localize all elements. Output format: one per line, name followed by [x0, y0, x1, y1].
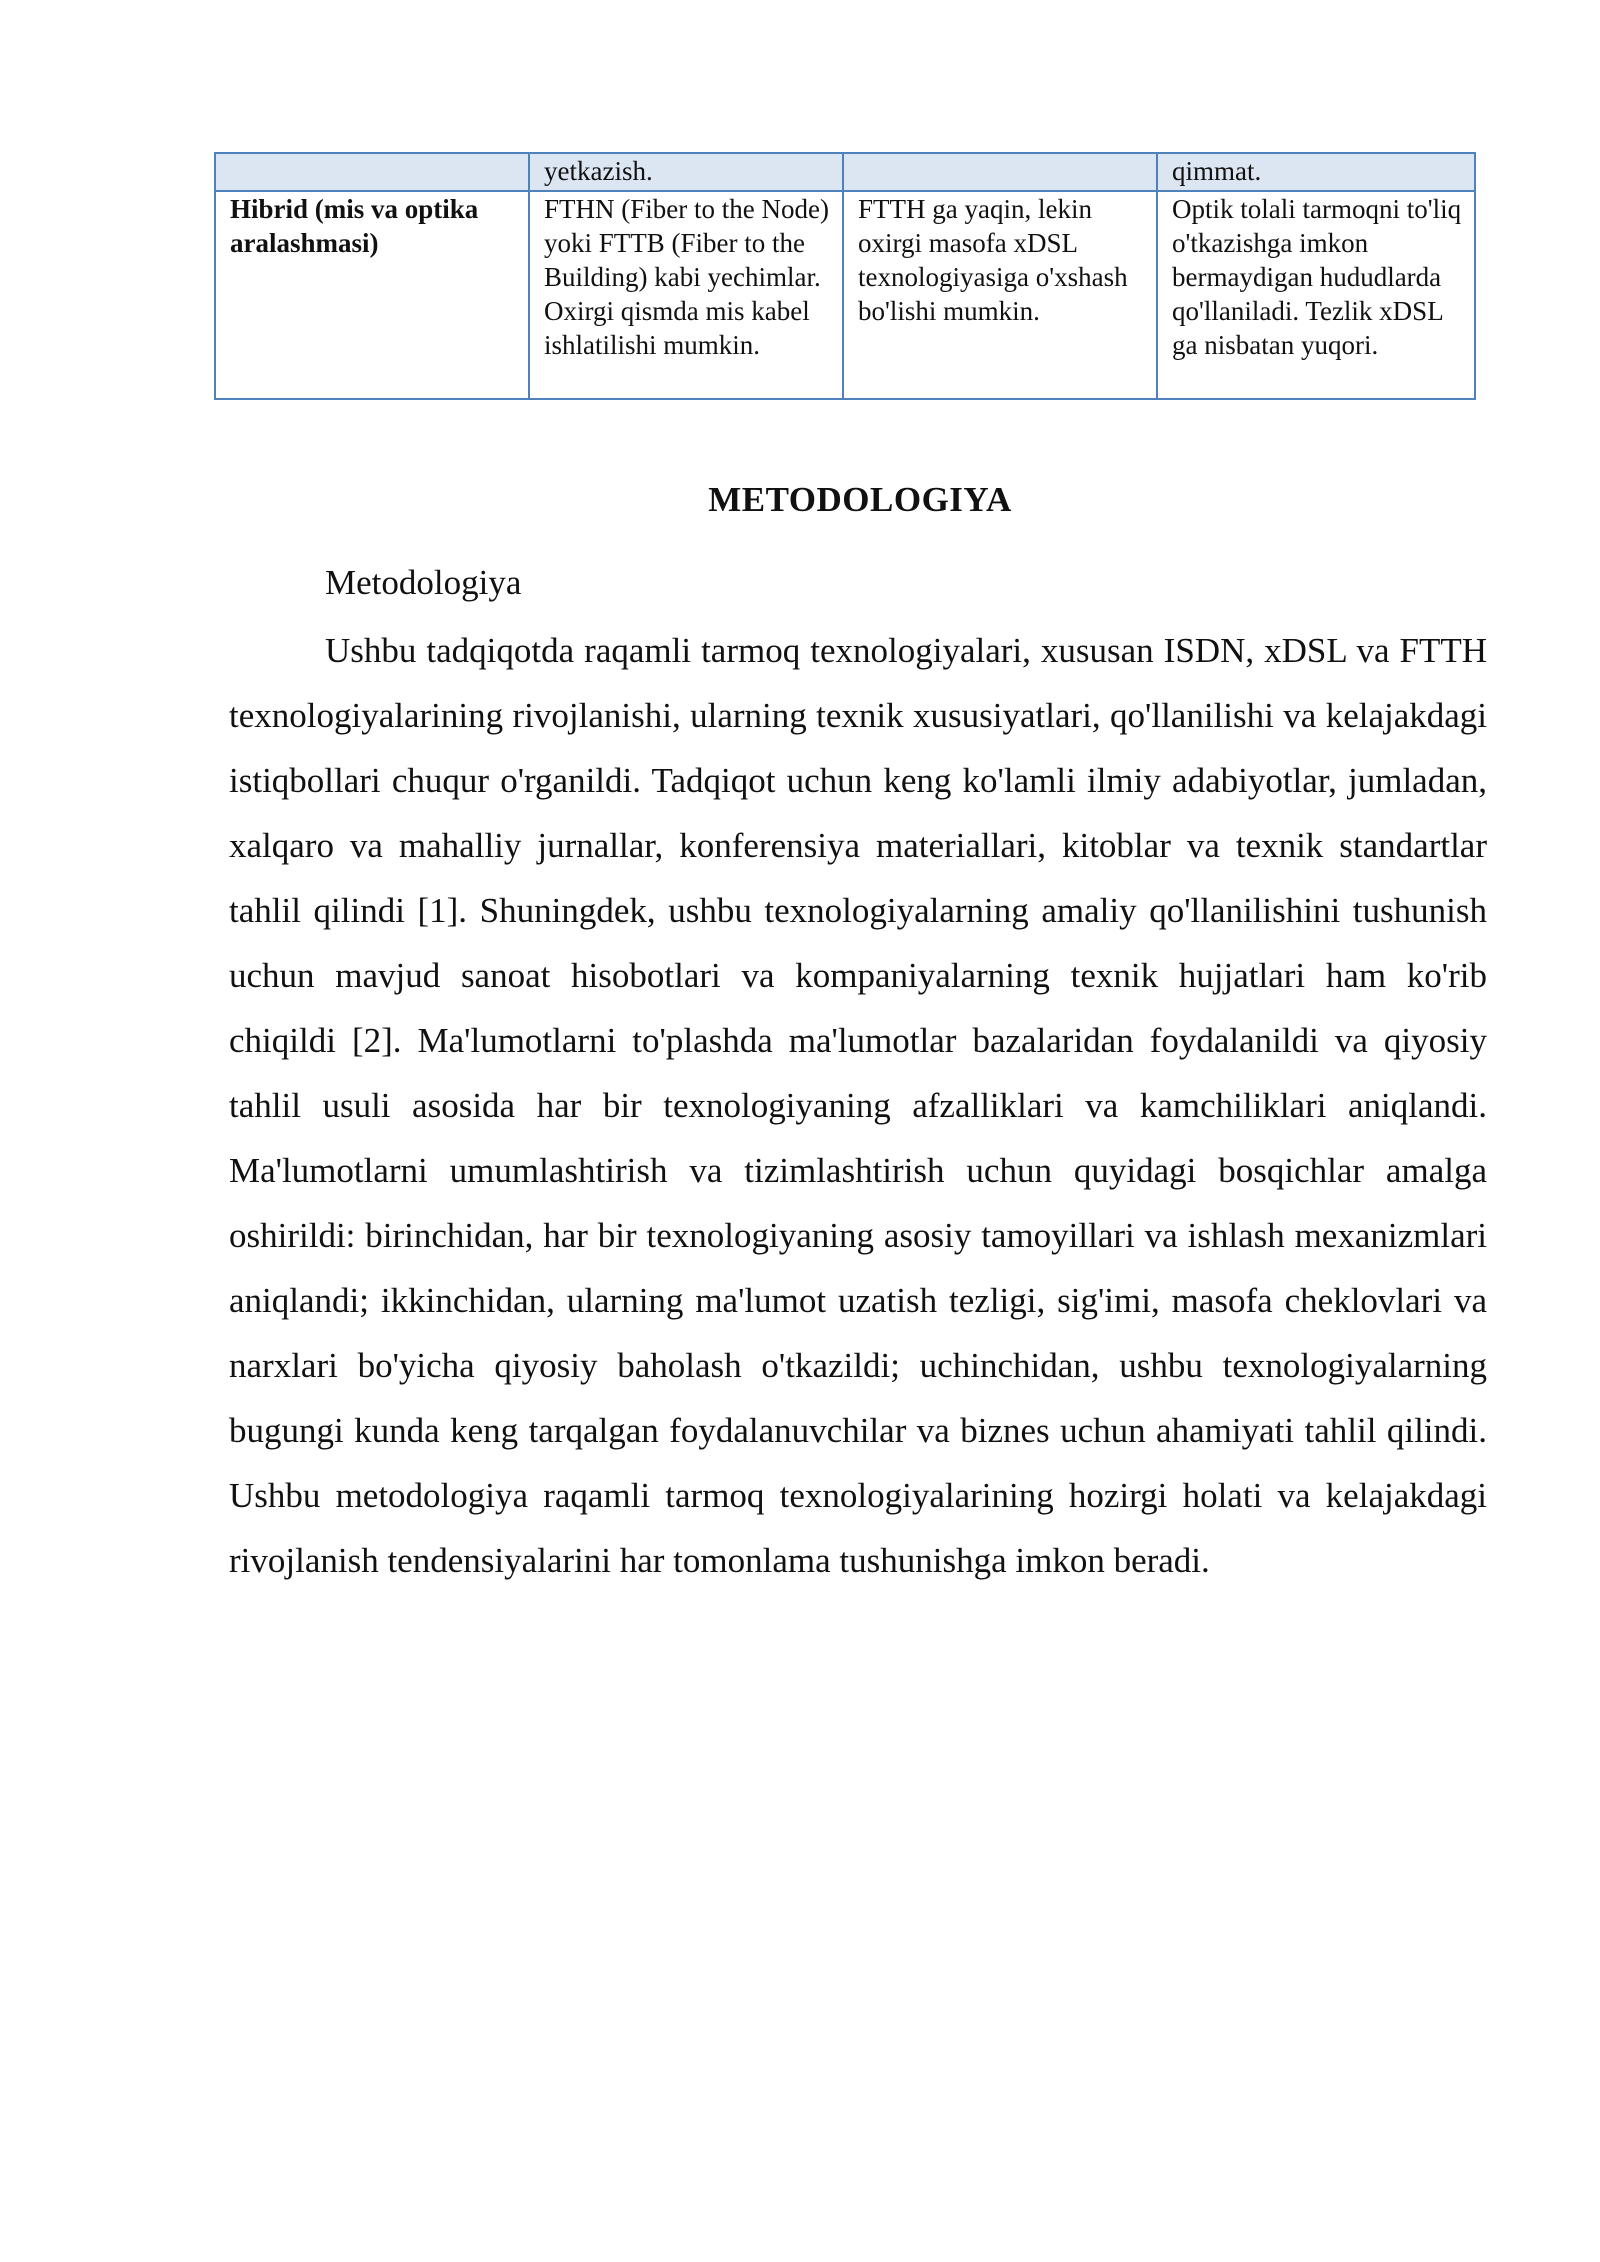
table-cell: Optik tolali tarmoqni to'liq o'tkazishga imkon bermaydigan hududlarda qo'llaniladi. Tezlik xDSL ga nisbatan yuqori. — [1157, 191, 1475, 399]
table-cell: yetkazish. — [529, 153, 843, 191]
table-row — [215, 153, 1475, 191]
table-cell — [843, 153, 1157, 191]
table-row — [215, 191, 1475, 399]
table-cell: qimmat. — [1157, 153, 1475, 191]
section-subheading: Metodologiya — [325, 563, 522, 602]
comparison-table — [214, 152, 1476, 400]
body-paragraph: Ushbu tadqiqotda raqamli tarmoq texnologiyalari, xususan ISDN, xDSL va FTTH texnologiyalarining rivojlanishi, ularning texnik xususiyatlari, qo'llanilishi va kelajakdagi istiqbollari chuqur o'rganildi. Tadqiqot uchun keng ko'lamli ilmiy adabiyotlar, jumladan, xalqaro va mahalliy jurnallar, konferensiya materiallari, kitoblar va texnik standartlar tahlil qilindi [1]. Shuningdek, ushbu texnologiyalarning amaliy qo'llanilishini tushunish uchun mavjud sanoat hisobotlari va kompaniyalarning texnik hujjatlari ham ko'rib chiqildi [2]. Ma'lumotlarni to'plashda ma'lumotlar bazalaridan foydalanildi va qiyosiy tahlil usuli asosida har bir texnologiyaning afzalliklari va kamchiliklari aniqlandi. Ma'lumotlarni umumlashtirish va tizimlashtirish uchun quyidagi bosqichlar amalga oshirildi: birinchidan, har bir texnologiyaning asosiy tamoyillari va ishlash mexanizmlari aniqlandi; ikkinchidan, ularning ma'lumot uzatish tezligi, sig'imi, masofa cheklovlari va narxlari bo'yicha qiyosiy baholash o'tkazildi; uchinchidan, ushbu texnologiyalarning bugungi kunda keng tarqalgan foydalanuvchilar va biznes uchun ahamiyati tahlil qilindi. Ushbu metodologiya raqamli tarmoq texnologiyalarining hozirgi holati va kelajakdagi rivojlanish tendensiyalarini har tomonlama tushunishga imkon beradi. — [229, 631, 1487, 1580]
table-cell: FTHN (Fiber to the Node) yoki FTTB (Fiber to the Building) kabi yechimlar. Oxirgi qismda mis kabel ishlatilishi mumkin. — [529, 191, 843, 399]
table-cell — [215, 153, 529, 191]
section-heading: METODOLOGIYA — [708, 480, 1012, 519]
table-cell-technology-name: Hibrid (mis va optika aralashmasi) — [215, 191, 529, 399]
table-cell: FTTH ga yaqin, lekin oxirgi masofa xDSL texnologiyasiga o'xshash bo'lishi mumkin. — [843, 191, 1157, 399]
